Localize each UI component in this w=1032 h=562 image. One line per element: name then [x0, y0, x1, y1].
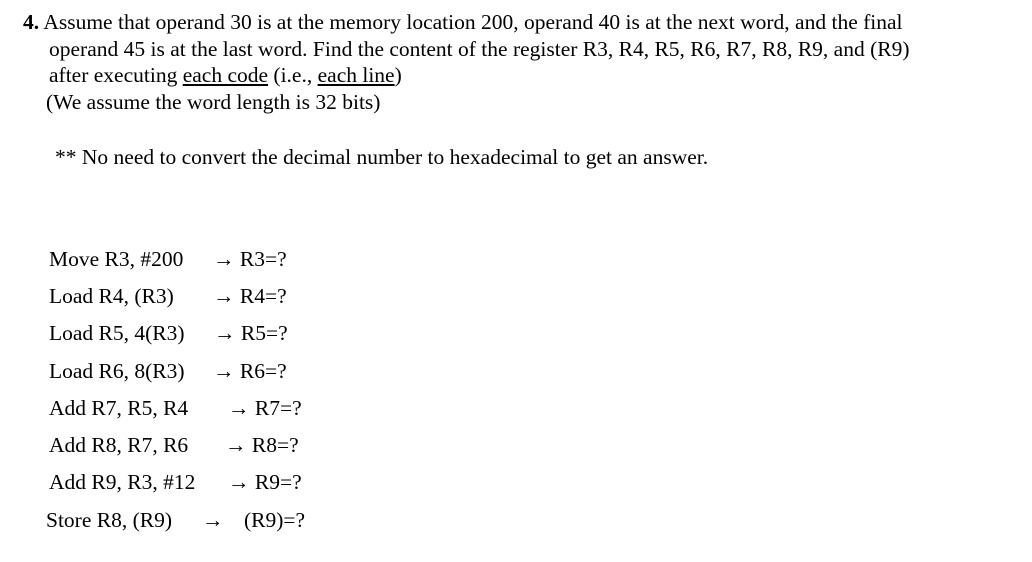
code-instruction: Load R4, (R3)	[49, 284, 174, 308]
problem-statement	[23, 9, 1013, 115]
problem-text-line-3-suffix: )	[394, 63, 402, 87]
code-result: → R6=?	[213, 359, 287, 383]
code-result: → R9=?	[228, 470, 302, 494]
code-result: → R8=?	[225, 433, 299, 457]
code-result: → R5=?	[214, 321, 288, 345]
problem-line-3	[23, 62, 1013, 89]
note-text: ** No need to convert the decimal number to hexadecimal to get an answer.	[55, 145, 709, 169]
problem-text-line-3-mid: (i.e.,	[268, 63, 318, 87]
problem-line-4	[23, 89, 1013, 116]
code-instruction: Add R8, R7, R6	[49, 433, 189, 457]
problem-text-line-3-prefix: after executing	[49, 63, 183, 87]
code-instruction: Store R8, (R9)	[46, 508, 173, 532]
underlined-each-code: each code	[182, 63, 269, 87]
code-result: (R9)=?	[244, 508, 306, 532]
arrow-icon: →	[202, 508, 224, 532]
underlined-each-line: each line	[317, 63, 395, 87]
code-instruction: Add R7, R5, R4	[49, 396, 189, 420]
code-result: → R3=?	[213, 247, 287, 271]
problem-text-line-4: (We assume the word length is 32 bits)	[46, 89, 381, 114]
code-instruction: Load R5, 4(R3)	[49, 321, 185, 345]
code-result: → R7=?	[228, 396, 302, 420]
code-instruction: Add R9, R3, #12	[49, 470, 196, 494]
question-number: 4.	[23, 10, 40, 34]
problem-text-line-1: Assume that operand 30 is at the memory location 200, operand 40 is at the next word, and the final	[43, 10, 903, 34]
problem-text-line-2: operand 45 is at the last word. Find the content of the register R3, R4, R5, R6, R7, R8, R9, and (R9)	[49, 36, 910, 61]
code-result: → R4=?	[213, 284, 287, 308]
code-instruction: Load R6, 8(R3)	[49, 359, 185, 383]
problem-line-1	[23, 9, 1013, 36]
problem-line-2	[23, 36, 1013, 63]
code-instruction: Move R3, #200	[49, 247, 184, 271]
